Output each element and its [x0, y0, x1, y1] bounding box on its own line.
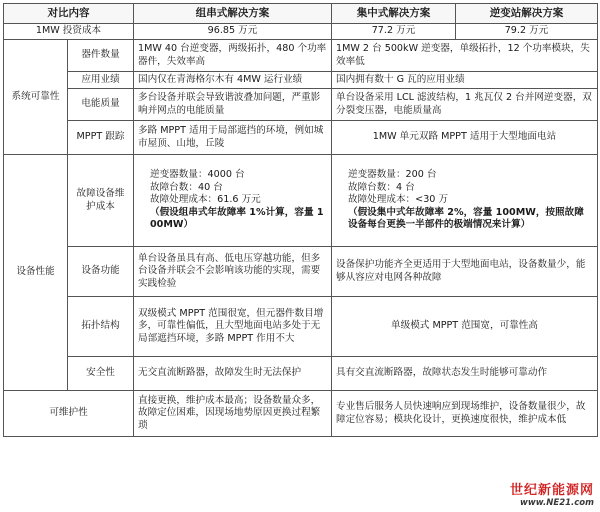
- maintainability-string: 直接更换，维护成本最高；设备数量众多，故障定位困难，因现场地势原因更换过程繁琐: [134, 391, 332, 437]
- maintenance-shared-line: 逆变器数量：200 台: [348, 169, 437, 181]
- watermark-logo: [510, 479, 594, 508]
- header-string: 组串式解决方案: [134, 4, 332, 24]
- mppt-string: 多路 MPPT 适用于局部遮挡的环境，例如城市屋顶、山地，丘陵: [134, 121, 332, 155]
- group-equipment: 设备性能: [4, 155, 68, 391]
- row-device-count: [4, 40, 598, 72]
- safety-string: 无交直流断路器，故障发生时无法保护: [134, 357, 332, 391]
- header-central: 集中式解决方案: [332, 4, 456, 24]
- group-reliability: 系统可靠性: [4, 40, 68, 155]
- invest-station: 79.2 万元: [456, 24, 598, 40]
- label-invest: 1MW 投资成本: [4, 24, 134, 40]
- watermark-url: www.NE21.com: [520, 498, 594, 508]
- maintainability-shared: 专业售后服务人员快速响应到现场维护，设备数量很少，故障定位容易；模块化设计，更换速度很快，维护成本低: [332, 391, 598, 437]
- maintenance-shared-line: 故障处理成本：<30 万: [348, 194, 449, 206]
- function-string: 单台设备虽具有高、低电压穿越功能，但多台设备并联会不会影响该功能的实现，需要实践检验: [134, 247, 332, 297]
- invest-central: 77.2 万元: [332, 24, 456, 40]
- label-maintainability: 可维护性: [4, 391, 134, 437]
- maintenance-string-line: 故障台数：40 台: [150, 181, 223, 193]
- label-safety: 安全性: [68, 357, 134, 391]
- row-mppt: [4, 121, 598, 155]
- label-topology: 拓扑结构: [68, 297, 134, 357]
- maintenance-string-line: 逆变器数量：4000 台: [150, 169, 245, 181]
- row-maintainability: [4, 391, 598, 437]
- row-maintenance: [4, 155, 598, 247]
- label-function: 设备功能: [68, 247, 134, 297]
- label-application: 应用业绩: [68, 72, 134, 89]
- header-station: 逆变站解决方案: [456, 4, 598, 24]
- function-shared: 设备保护功能齐全更适用于大型地面电站，设备数量少，能够从容应对电网各种故障: [332, 247, 598, 297]
- maintenance-shared: [332, 155, 598, 247]
- maintenance-string-note: （假设组串式年故障率 1%计算，容量 100MW）: [150, 206, 324, 231]
- maintenance-string: [134, 155, 332, 247]
- power-quality-shared: 单台设备采用 LCL 滤波结构，1 兆瓦仅 2 台并网逆变器，双分裂变压器，电能质量高: [332, 89, 598, 121]
- application-shared: 国内拥有数十 G 瓦的应用业绩: [332, 72, 598, 89]
- row-safety: [4, 357, 598, 391]
- invest-string: 96.85 万元: [134, 24, 332, 40]
- safety-shared: 具有交直流断路器，故障状态发生时能够可靠动作: [332, 357, 598, 391]
- mppt-shared: 1MW 单元双路 MPPT 适用于大型地面电站: [332, 121, 598, 155]
- maintenance-string-line: 故障处理成本：61.6 万元: [150, 194, 261, 206]
- comparison-table: [3, 3, 598, 437]
- label-mppt: MPPT 跟踪: [68, 121, 134, 155]
- label-device-count: 器件数量: [68, 40, 134, 72]
- row-power-quality: [4, 89, 598, 121]
- device-count-string: 1MW 40 台逆变器，两级拓扑，480 个功率器件，失效率高: [134, 40, 332, 72]
- label-maintenance: 故障设备维护成本: [68, 155, 134, 247]
- row-function: [4, 247, 598, 297]
- maintenance-shared-line: 故障台数：4 台: [348, 181, 415, 193]
- row-topology: [4, 297, 598, 357]
- row-application: [4, 72, 598, 89]
- maintenance-shared-note: （假设集中式年故障率 2%，容量 100MW，按照故障设备每台更换一半部件的极端情况来计算）: [348, 206, 584, 231]
- device-count-central: 1MW 2 台 500kW 逆变器，单级拓扑，12 个功率模块，失效率低: [332, 40, 598, 72]
- application-string: 国内仅在青海格尔木有 4MW 运行业绩: [134, 72, 332, 89]
- watermark-title: 世纪新能源网: [509, 483, 594, 498]
- topology-string: 双级模式 MPPT 范围很宽，但元器件数目增多，可靠性偏低，且大型地面电站多处于无局部遮挡环境，多路 MPPT 作用不大: [134, 297, 332, 357]
- power-quality-string: 多台设备并联会导致谐波叠加问题，严重影响并网点的电能质量: [134, 89, 332, 121]
- topology-shared: 单级模式 MPPT 范围宽，可靠性高: [332, 297, 598, 357]
- row-invest: [4, 24, 598, 40]
- label-power-quality: 电能质量: [68, 89, 134, 121]
- header-item: 对比内容: [4, 4, 134, 24]
- header-row: [4, 4, 598, 24]
